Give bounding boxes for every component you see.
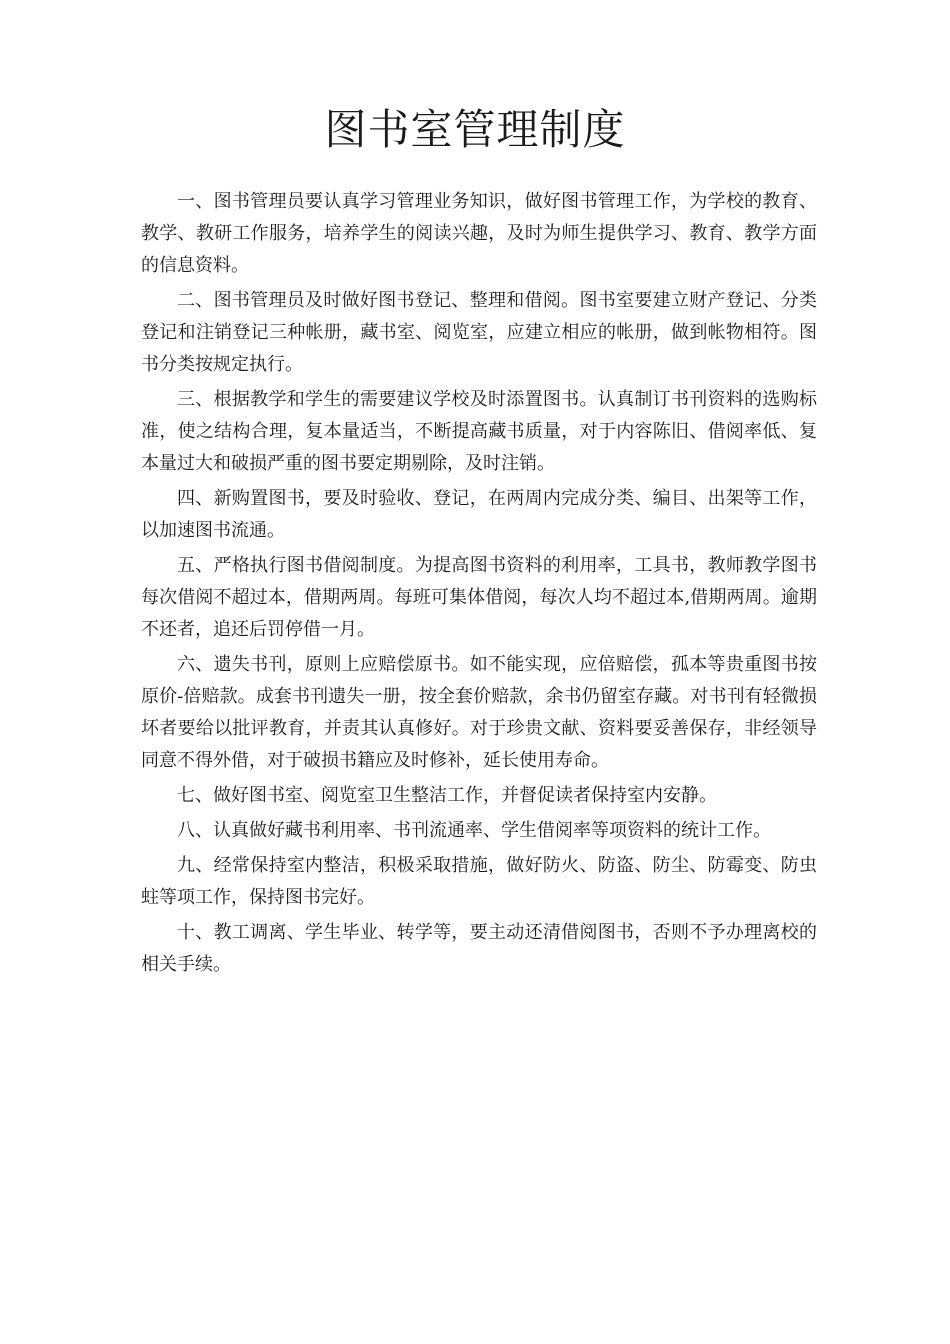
clause-9: 九、经常保持室内整洁，积极采取措施，做好防火、防盗、防尘、防霉变、防虫蛀等项工作，保持图书完好。 [141, 855, 817, 908]
clause-7: 七、做好图书室、阅览室卫生整洁工作，并督促读者保持室内安静。 [177, 785, 717, 806]
clause-8: 八、认真做好藏书利用率、书刊流通率、学生借阅率等项资料的统计工作。 [177, 820, 771, 841]
clause-1: 一、图书管理员要认真学习管理业务知识，做好图书管理工作，为学校的教育、教学、教研工作服务，培养学生的阅读兴趣，及时为师生提供学习、教育、教学方面的信息资料。 [141, 191, 817, 276]
clause-2: 二、图书管理员及时做好图书登记、整理和借阅。图书室要建立财产登记、分类登记和注销登记三种帐册，藏书室、阅览室，应建立相应的帐册，做到帐物相符。图书分类按规定执行。 [141, 290, 817, 375]
clause-3: 三、根据教学和学生的需要建议学校及时添置图书。认真制订书刊资料的选购标准，使之结构合理，复本量适当，不断提高藏书质量，对于内容陈旧、借阅率低、复本量过大和破损严重的图书要定期剔除，及时注销。 [141, 389, 817, 474]
clause-6: 六、遗失书刊，原则上应赔偿原书。如不能实现，应倍赔偿，孤本等贵重图书按原价-倍赔款。成套书刊遗失一册，按全套价赔款，余书仍留室存藏。对书刊有轻微损坏者要给以批评教育，并责其认真修好。对于珍贵文献、资料要妥善保存，非经领导同意不得外借，对于破损书籍应及时修补，延长使用寿命。 [141, 654, 817, 771]
document-body [141, 186, 817, 984]
clause-4: 四、新购置图书，要及时验收、登记，在两周内完成分类、编目、出架等工作，以加速图书流通。 [141, 488, 817, 541]
clause-5: 五、严格执行图书借阅制度。为提高图书资料的利用率，工具书，教师教学图书每次借阅不超过本，借期两周。每班可集体借阅，每次人均不超过本,借期两周。逾期不还者，追还后罚停借一月。 [141, 555, 817, 640]
page-title: 图书室管理制度 [324, 105, 626, 154]
clause-10: 十、教工调离、学生毕业、转学等，要主动还清借阅图书，否则不予办理离校的相关手续。 [141, 922, 817, 975]
